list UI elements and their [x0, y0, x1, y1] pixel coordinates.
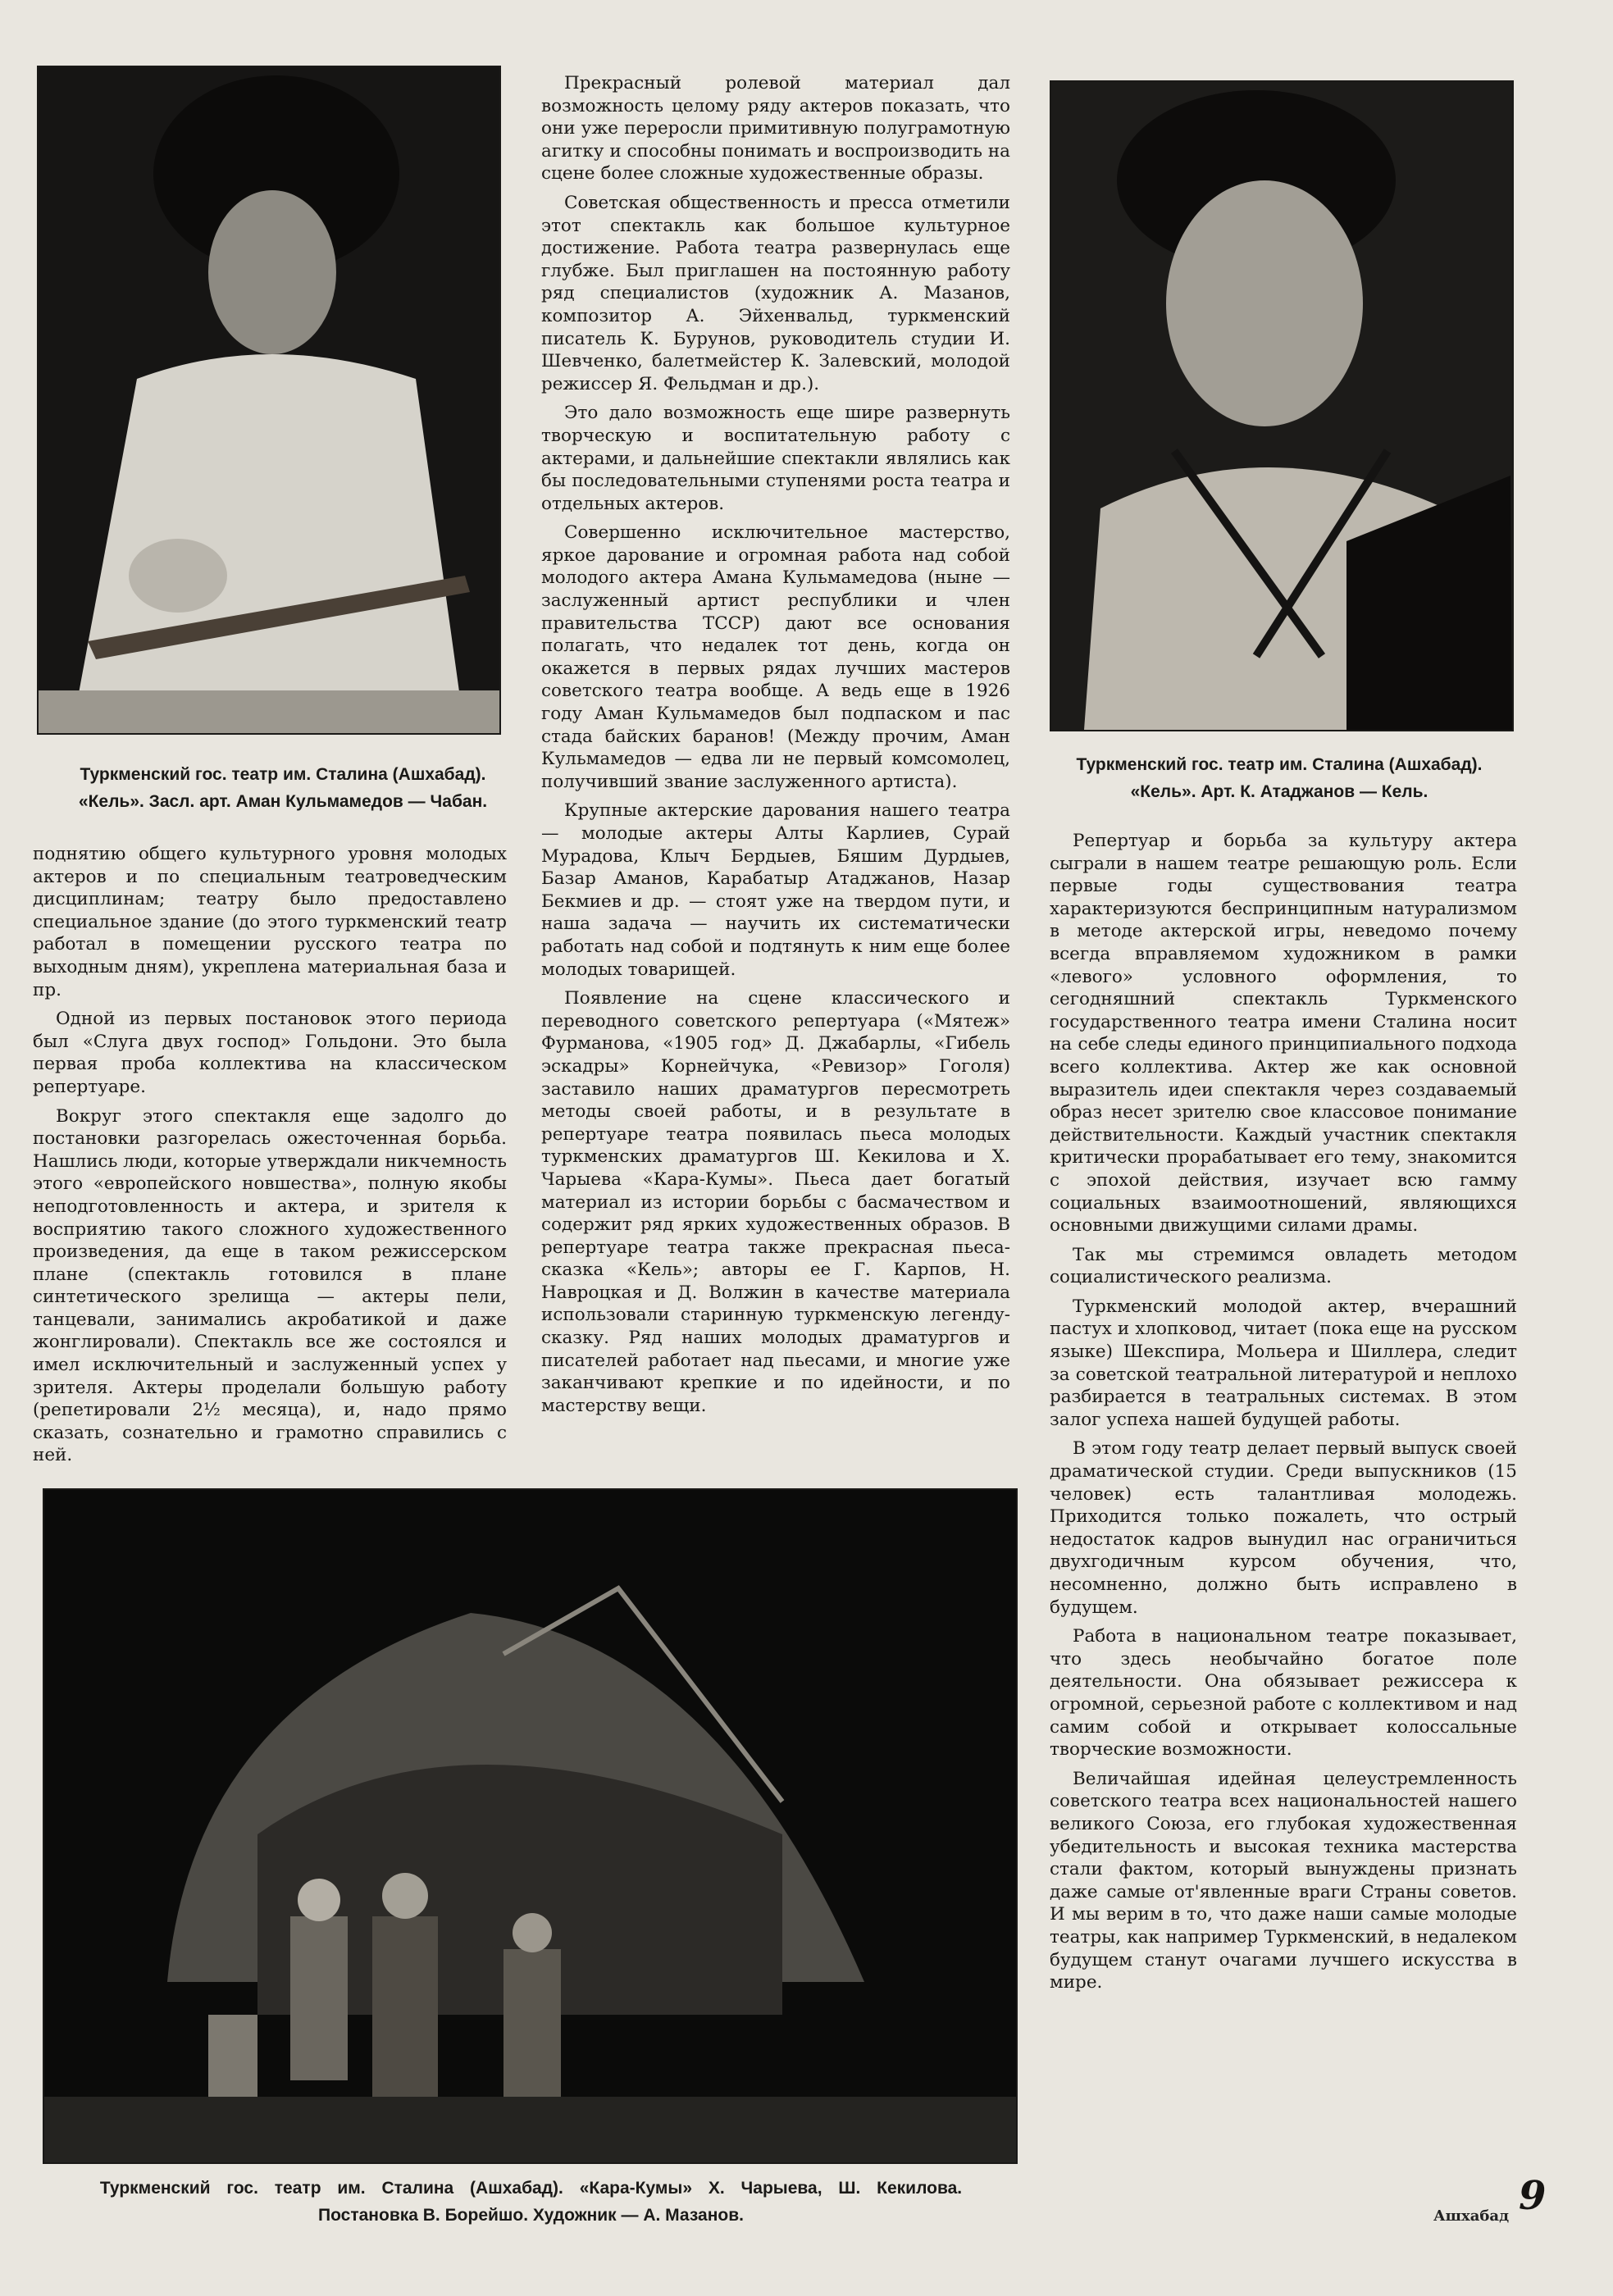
article-right-column — [1050, 830, 1517, 2001]
caption-kara-kumy — [33, 2175, 1029, 2229]
left-paragraph-2: Одной из первых постановок этого периода был «Слуга двух господ» Гольдони. Это была первая проба коллектива на классическом репертуаре. — [33, 1009, 507, 1097]
photo-kel — [1050, 80, 1514, 731]
article-left-column — [33, 843, 507, 1474]
photo-kara-kumy-image — [44, 1490, 1016, 2162]
photo-chaban-image — [39, 67, 499, 733]
caption-kel-line1: Туркменский гос. театр им. Сталина (Ашхабад). — [1076, 755, 1483, 774]
caption-chaban-line2: «Кель». Засл. арт. Аман Кульмамедов — Чабан. — [78, 792, 488, 811]
middle-paragraph-4: Совершенно исключительное мастерство, яркое дарование и огромная работа над собой молодого актера Амана Кульмамедова (ныне — заслуженный артист республики и член правительства ТССР) дают все основания полагать, что недалек тот день, когда он окажется в первых рядах лучших мастеров советского театра вообще. А ведь еще в 1926 году Аман Кульмамедов был подпаском и пас стада байских баранов! (Между прочим, Аман Кульмамедов — едва ли не первый комсомолец, получивший звание заслуженного артиста). — [541, 522, 1010, 792]
photo-chaban — [37, 66, 501, 735]
middle-paragraph-2: Советская общественность и пресса отметили этот спектакль как большое культурное достижение. Работа театра развернулась еще глубже. Был приглашен на постоянную работу ряд специалистов (художник А. Мазанов, композитор А. Эйхенвальд, туркменский писатель К. Бурунов, руководитель студии И. Шевченко, балетмейстер К. Залевский, молодой режиссер Я. Фельдман и др.). — [541, 192, 1010, 394]
caption-kel — [1029, 751, 1529, 805]
photo-kel-image — [1051, 82, 1512, 730]
middle-paragraph-3: Это дало возможность еще шире развернуть творческую и воспитательную работу с актерами, и дальнейшие спектакли являлись как бы последовательными ступенями роста театра и отдельных актеров. — [541, 403, 1010, 514]
article-middle-column — [541, 72, 1010, 1424]
right-paragraph-5: Работа в национальном театре показывает, что здесь необычайно богатое поле деятельности. Она обязывает режиссера к огромной, серьезной работе с коллективом и над самим собой и открывает колоссальные творческие возможности. — [1050, 1626, 1517, 1761]
left-paragraph-1: поднятию общего культурного уровня молодых актеров и по специальным театроведческим дисциплинам; театру было предоставлено специальное здание (до этого туркменский театр работал в помещении русского театра по выходным дням), укреплена материальная база и пр. — [33, 844, 507, 1000]
caption-chaban — [37, 761, 529, 815]
caption-kara-kumy-line2: Постановка В. Борейшо. Художник — А. Мазанов. — [318, 2206, 744, 2225]
caption-kara-kumy-line1: Туркменский гос. театр им. Сталина (Ашхабад). «Кара-Кумы» Х. Чарыева, Ш. Кекилова. — [99, 2179, 963, 2198]
photo-kara-kumy — [43, 1488, 1018, 2164]
caption-kel-line2: «Кель». Арт. К. Атаджанов — Кель. — [1130, 782, 1428, 801]
left-paragraph-3: Вокруг этого спектакля еще задолго до постановки разгорелась ожесточенная борьба. Нашлись люди, которые утверждали никчемность этого «европейского новшества», полную якобы неподготовленность и актера, и зрителя к восприятию такого сложного художественного произведения, да еще в таком режиссерском плане (спектакль готовился в плане синтетического зрелища — актеры пели, танцевали, занимались акробатикой и даже жонглировали). Спектакль все же состоялся и имел исключительный и заслуженный успех у зрителя. Актеры проделали большую работу (репетировали 2½ месяца), и, надо прямо сказать, сознательно и грамотно справились с ней. — [33, 1105, 507, 1466]
page-number: 9 — [1519, 2173, 1547, 2219]
footer-city: Ашхабад — [1433, 2207, 1510, 2225]
right-paragraph-3: Туркменский молодой актер, вчерашний пастух и хлопковод, читает (пока еще на русском языке) Шекспира, Мольера и Шиллера, следит за советской театральной литературой и неплохо разбирается в театральных системах. В этом залог успеха нашей будущей работы. — [1050, 1296, 1517, 1430]
right-paragraph-2: Так мы стремимся овладеть методом социалистического реализма. — [1050, 1244, 1517, 1288]
middle-paragraph-1: Прекрасный ролевой материал дал возможность целому ряду актеров показать, что они уже переросли примитивную полуграмотную агитку и способны понимать и воспроизводить на сцене более сложные художественные образы. — [541, 73, 1010, 184]
right-paragraph-6: Величайшая идейная целеустремленность советского театра всех национальностей нашего великого Союза, его глубокая художественная убедительность и высокая техника мастерства стали фактом, который вынуждены признать даже самые от'явленные враги Страны советов. И мы верим в то, что даже наши самые молодые театры, как например Туркменский, в недалеком будущем станут очагами лучшего искусства в мире. — [1050, 1768, 1517, 1993]
middle-paragraph-6: Появление на сцене классического и переводного советского репертуара («Мятеж» Фурманова, «1905 год» Д. Джабарлы, «Гибель эскадры» Корнейчука, «Ревизор» Гоголя) заставило наших драматургов пересмотреть методы своей работы, и в результате в репертуаре театра появилась пьеса молодых туркменских драматургов Ш. Кекилова и Х. Чарыева «Кара-Кумы». Пьеса дает богатый материал из истории борьбы с басмачеством и содержит ряд ярких художественных образов. В репертуаре театра также прекрасная пьеса-сказка «Кель»; авторы ее Г. Карпов, Н. Навроцкая и Д. Волжин в качестве материала использовали старинную туркменскую легенду-сказку. Ряд наших молодых драматургов и писателей работает над пьесами, и многие уже заканчивают крепкие и по идейности, и по мастерству вещи. — [541, 988, 1010, 1416]
caption-chaban-line1: Туркменский гос. театр им. Сталина (Ашхабад). — [80, 765, 486, 784]
right-paragraph-4: В этом году театр делает первый выпуск своей драматической студии. Среди выпускников (15 человек) есть талантливая молодежь. Приходится только пожалеть, что острый недостаток кадров вынудил нас ограничиться двухгодичным курсом обучения, что, несомненно, должно быть исправлено в будущем. — [1050, 1438, 1517, 1618]
middle-paragraph-5: Крупные актерские дарования нашего театра — молодые актеры Алты Карлиев, Сурай Мурадова, Клыч Бердыев, Бяшим Дурдыев, Базар Аманов, Карабатыр Атаджанов, Назар Бекмиев и др. — стоят уже на твердом пути, и наша задача — научить их систематически работать над собой и подтянуть к ним еще более молодых товарищей. — [541, 800, 1010, 980]
right-paragraph-1: Репертуар и борьба за культуру актера сыграли в нашем театре решающую роль. Если первые годы существования театра характеризуются беспринципным натурализмом в методе актерской игры, неведомо почему всегда вправляемом художником в рамки «левого» условного оформления, то сегодняшний спектакль Туркменского государственного театра имени Сталина носит на себе следы единого принципиального подхода всего коллектива. Актер же как основной выразитель идеи спектакля через создаваемый образ несет зрителю свое классовое понимание действительности. Каждый участник спектакля критически прорабатывает его тему, знакомится с эпохой действия, изучает всю гамму социальных взаимоотношений, являющихся основными движущими силами драмы. — [1050, 831, 1517, 1237]
